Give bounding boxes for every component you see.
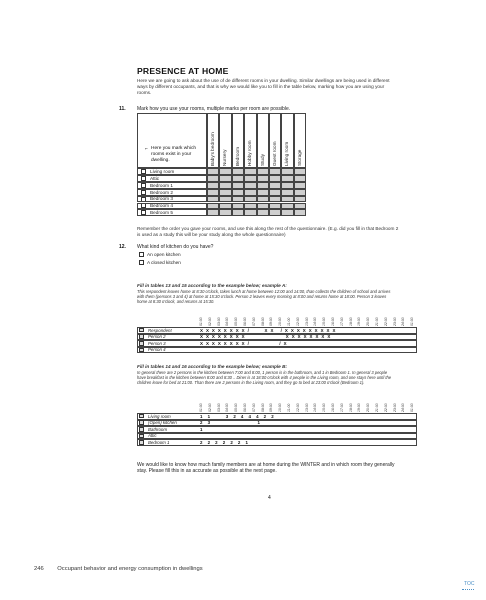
q11-usage-cell[interactable] [207, 209, 219, 216]
q11-usage-cell[interactable] [281, 182, 293, 189]
q11-usage-cell[interactable] [257, 196, 269, 203]
exB-hour-label: 09:00 [269, 403, 274, 412]
exA-hour-label: 22:00 [383, 317, 388, 326]
q11-usage-cell[interactable] [219, 189, 231, 196]
exB-hour-label: 05:00 [234, 403, 239, 412]
q11-row-label: Bedroom 3 [150, 196, 173, 202]
exB-hour-label: 22:00 [383, 403, 388, 412]
exA-hour-label: 07:00 [251, 317, 256, 326]
q12-option-closed: A closed kitchen [147, 260, 181, 265]
q11-usage-cell[interactable] [294, 209, 306, 216]
q11-usage-cell[interactable] [244, 182, 256, 189]
exA-row-marks: X X X X X X X X X X X X X X X X [200, 334, 332, 340]
exB-row-checkbox[interactable] [139, 420, 144, 425]
exB-hour-label: 13:00 [304, 403, 309, 412]
exA-hour-label: 09:00 [269, 317, 274, 326]
q11-usage-cell[interactable] [269, 209, 281, 216]
q11-usage-cell[interactable] [219, 209, 231, 216]
exA-hour-label: 24:00 [401, 317, 406, 326]
q11-usage-cell[interactable] [294, 182, 306, 189]
q11-usage-cell[interactable] [281, 189, 293, 196]
footer [34, 566, 203, 572]
q11-column-label: Baby's bedroom [210, 132, 215, 166]
q11-note: Remember the order you gave your rooms, and use this along the rest of the questionnaire. (E.g. did you fill in that Bedroom 2 is used as a study this will be your study along the whole questionnaire) [137, 226, 399, 237]
exB-hour-label: 08:00 [260, 403, 265, 412]
exA-row [137, 347, 417, 354]
q12-open-kitchen-checkbox[interactable] [139, 252, 144, 257]
exB-hour-label: 19:00 [357, 403, 362, 412]
exA-hour-label: 08:00 [260, 317, 265, 326]
page-number: 4 [268, 495, 271, 501]
q11-usage-cell[interactable] [244, 203, 256, 210]
q11-usage-cell[interactable] [232, 203, 244, 210]
exB-hour-label: 12:00 [295, 403, 300, 412]
closing-paragraph: We would like to know how much family members are at home during the WINTER and in which room they generally stay. Please fill this in as accurate as possible at the next page. [137, 462, 395, 475]
q11-row-label: Bedroom 4 [150, 203, 173, 209]
q11-usage-cell[interactable] [294, 189, 306, 196]
exB-row-checkbox[interactable] [139, 427, 144, 432]
exB-row-checkbox[interactable] [139, 434, 144, 439]
exB-row [137, 420, 417, 427]
q11-usage-cell[interactable] [269, 196, 281, 203]
q12-text: What kind of kitchen do you have? [137, 244, 214, 250]
exB-hour-label: 14:00 [313, 403, 318, 412]
exA-row-checkbox[interactable] [139, 348, 144, 353]
exB-row-marks: 1 [200, 426, 204, 432]
q11-column-label: Storage [296, 149, 302, 166]
exA-hour-label: 13:00 [304, 317, 309, 326]
q11-usage-cell[interactable] [294, 196, 306, 203]
exA-hour-label: 01:00 [199, 317, 203, 326]
example-b-text: In general there are 2 persons in the kitchen between 7:00 and 8:00, 1 person is in the bathroom, and 1 in Bedroom 1. In general 3 people have breakfast in the kitchen between 8:00 and 8:30 .. Diner is at 18:00 o'clock with 4 people in the Living room, and one stays here until the children leave for bed at 21:00. Than there are 2 persons in the Living room, and they go to bed at 23:00 o'clock (Bedroom 1). [137, 370, 392, 386]
exA-hour-label: 12:00 [295, 317, 300, 326]
exB-hour-label: 11:00 [287, 403, 291, 412]
q11-usage-cell[interactable] [294, 168, 306, 175]
exB-hour-label: 01:00 [199, 403, 203, 412]
q11-usage-cell[interactable] [219, 182, 231, 189]
exB-hour-label: 21:00 [375, 403, 379, 412]
q11-usage-cell[interactable] [294, 175, 306, 182]
q11-column-label: Guest room [272, 141, 277, 166]
q11-usage-cell[interactable] [207, 175, 219, 182]
q11-usage-cell[interactable] [269, 182, 281, 189]
example-a-table [137, 307, 421, 354]
footer-text: Occupant behavior and energy consumption in dwellings [57, 566, 203, 572]
exA-hour-label: 18:00 [348, 317, 353, 326]
q11-text: Mark how you use your rooms, multiple marks per room are possible. [137, 106, 291, 112]
intro-paragraph: Here we are going to ask about the use of de different rooms in your dwelling. Similar dwellings are being used in different ways by different occupants, and that is why we would like you to fill in the table below, marking how you are using your rooms. [137, 78, 390, 96]
q11-usage-cell[interactable] [232, 189, 244, 196]
q11-usage-cell[interactable] [269, 189, 281, 196]
exB-row [137, 413, 417, 420]
q11-column-label: Study [259, 154, 265, 166]
exA-row-marks: X X X X X X X X / X X / X X X X X X X X X [200, 327, 337, 333]
example-b-table [137, 393, 421, 447]
q11-row-cell [137, 175, 207, 182]
q11-usage-cell[interactable] [257, 203, 269, 210]
q11-usage-cell[interactable] [207, 189, 219, 196]
q11-row-label: Bedroom 1 [150, 182, 173, 188]
exA-hour-label: 23:00 [392, 317, 397, 326]
q11-row-cell [137, 196, 207, 203]
q11-usage-cell[interactable] [294, 203, 306, 210]
exA-hour-label: 19:00 [357, 317, 362, 326]
exB-hour-label: 18:00 [348, 403, 353, 412]
exB-row-label: Living room [148, 413, 171, 419]
exB-row-checkbox[interactable] [139, 414, 144, 419]
exA-row-label: Respondent [148, 327, 172, 333]
q11-usage-cell[interactable] [281, 168, 293, 175]
exA-hour-label: 21:00 [375, 317, 379, 326]
exB-row [137, 426, 417, 433]
q11-row-cell [137, 209, 207, 216]
q11-mark-label: Here you mark which rooms exist in your dwelling. [151, 146, 197, 163]
q11-row-cell [137, 203, 207, 210]
q11-usage-cell[interactable] [219, 168, 231, 175]
example-a-text: This respondent leaves home at 8:30 o'clock, takes lunch at home between 12:00 and 14:00, than collects the children of school and arrives with them (persons 3 and 4) at home at 15:30 o'clock. Person 2 leaves every morning at 8:00 and returns home at 18:00. Person 3 leaves home at 8:30 o'clock, and returns at 15:30. [137, 289, 391, 305]
q11-usage-cell[interactable] [244, 189, 256, 196]
q11-usage-cell[interactable] [244, 175, 256, 182]
exB-row-label: Bathroom [148, 426, 168, 432]
exA-hour-label: 02:00 [207, 317, 212, 326]
exB-hour-label: 24:00 [401, 403, 406, 412]
exB-hour-label: 04:00 [225, 403, 230, 412]
exA-row-marks: X X X X X X X X / / X [200, 340, 288, 346]
q11-row-cell [137, 182, 207, 189]
exB-hour-label: 01:00 [410, 403, 415, 412]
q12-number: 12. [119, 244, 126, 250]
q11-usage-cell[interactable] [244, 168, 256, 175]
exA-row-checkbox[interactable] [139, 334, 144, 339]
page-title: PRESENCE AT HOME [137, 66, 229, 76]
q12-option-open: An open kitchen [147, 252, 181, 257]
exA-hour-label: 06:00 [243, 317, 247, 326]
exB-hour-label: 06:00 [243, 403, 247, 412]
exB-hour-label: 16:00 [331, 403, 335, 412]
q11-row-label: Bedroom 2 [150, 189, 173, 195]
q11-row-cell [137, 189, 207, 196]
q11-row-label: Living room [150, 168, 175, 174]
exA-row-label: Person 2 [148, 334, 166, 340]
q11-usage-cell[interactable] [257, 175, 269, 182]
exB-row-label: (Open) kitchen [148, 420, 177, 426]
q11-number: 11. [119, 106, 126, 112]
exB-row-marks: 1 1 3 2 4 4 4 2 2 [200, 413, 275, 419]
q11-usage-cell[interactable] [232, 175, 244, 182]
q11-usage-cell[interactable] [207, 203, 219, 210]
q11-usage-cell[interactable] [244, 196, 256, 203]
q11-usage-cell[interactable] [257, 168, 269, 175]
q11-usage-cell[interactable] [219, 196, 231, 203]
exA-hour-label: 10:00 [278, 317, 283, 326]
exA-row-checkbox[interactable] [139, 328, 144, 333]
q11-usage-cell[interactable] [257, 189, 269, 196]
q11-usage-cell[interactable] [281, 209, 293, 216]
exA-hour-label: 04:00 [225, 317, 230, 326]
exA-hour-label: 14:00 [313, 317, 318, 326]
toc-link[interactable]: TOC [464, 581, 475, 587]
q11-usage-cell[interactable] [269, 168, 281, 175]
exB-hour-label: 07:00 [251, 403, 256, 412]
exB-hour-label: 23:00 [392, 403, 397, 412]
exA-row-label: Person 4 [148, 347, 166, 353]
exB-hour-label: 17:00 [339, 403, 344, 412]
q11-column-label: Hobby room [247, 140, 253, 166]
q11-usage-cell[interactable] [281, 203, 293, 210]
exA-hour-label: 16:00 [331, 317, 335, 326]
example-b-heading: Fill in tables 14 and 16 according to the example below; example B: [137, 364, 288, 369]
q11-usage-cell[interactable] [257, 182, 269, 189]
exA-hour-label: 01:00 [410, 317, 415, 326]
exA-hour-label: 11:00 [287, 317, 291, 326]
q11-usage-cell[interactable] [269, 203, 281, 210]
q11-usage-cell[interactable] [207, 196, 219, 203]
q11-table [137, 113, 354, 225]
q11-corner-mark: ⌐ [145, 146, 148, 152]
q11-usage-cell[interactable] [232, 168, 244, 175]
q11-usage-cell[interactable] [232, 196, 244, 203]
exB-row-checkbox[interactable] [139, 440, 144, 445]
q11-row-label: Attic [150, 175, 160, 181]
q11-usage-cell[interactable] [219, 203, 231, 210]
exB-hour-label: 20:00 [366, 403, 371, 412]
q12-closed-kitchen-checkbox[interactable] [139, 260, 144, 265]
q11-column-label: Bedroom [234, 146, 240, 166]
exB-hour-label: 03:00 [216, 403, 221, 412]
q11-usage-cell[interactable] [207, 168, 219, 175]
exB-row-marks: 2 2 2 2 2 2 1 [200, 439, 249, 445]
q11-usage-cell[interactable] [207, 182, 219, 189]
exB-hour-label: 02:00 [207, 403, 212, 412]
exA-hour-label: 15:00 [322, 317, 327, 326]
q11-usage-cell[interactable] [219, 175, 231, 182]
q11-usage-cell[interactable] [257, 209, 269, 216]
q11-row-label: Bedroom 5 [150, 210, 173, 216]
exB-row [137, 433, 417, 440]
q11-usage-cell[interactable] [232, 209, 244, 216]
example-a-heading: Fill in tables 13 and 15 according to the example below; example A: [137, 283, 287, 288]
exB-row [137, 439, 417, 446]
exB-row-label: Attic [148, 433, 157, 439]
q11-usage-cell[interactable] [281, 175, 293, 182]
q11-row-cell [137, 168, 207, 175]
exB-row-label: Bedroom 1 [148, 440, 170, 445]
q11-column-label: Living room [284, 141, 290, 166]
exA-hour-label: 03:00 [216, 317, 221, 326]
q11-column-label: Nursery [222, 149, 228, 166]
exA-row-checkbox[interactable] [139, 341, 144, 346]
q11-usage-cell[interactable] [281, 196, 293, 203]
exB-row-marks: 2 3 1 [200, 420, 261, 426]
exB-hour-label: 10:00 [278, 403, 283, 412]
exA-hour-label: 20:00 [366, 317, 371, 326]
exA-row-label: Person 3 [148, 340, 166, 346]
q11-usage-cell[interactable] [232, 182, 244, 189]
toc-underline [462, 589, 474, 590]
q11-usage-cell[interactable] [244, 209, 256, 216]
footer-page: 246 [34, 566, 44, 572]
exB-hour-label: 15:00 [322, 403, 327, 412]
q11-usage-cell[interactable] [269, 175, 281, 182]
exA-hour-label: 17:00 [339, 317, 344, 326]
exA-hour-label: 05:00 [234, 317, 239, 326]
